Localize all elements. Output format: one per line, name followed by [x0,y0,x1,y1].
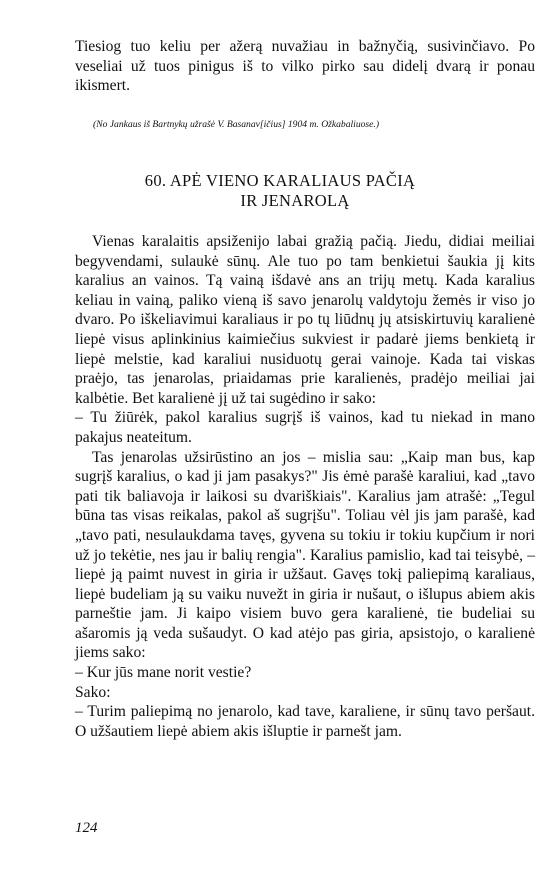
tale-heading-line1: 60. APĖ VIENO KARALIAUS PAČIĄ [144,171,416,190]
tale-heading-line2: IR JENAROLĄ [240,191,350,210]
source-note: (No Jankaus iš Bartnykų užrašė V. Basanav[ičius] 1904 m. Ožkabaliuose.) [93,119,380,130]
tale-paragraph: Vienas karalaitis apsiženijo labai gražią pačią. Jiedu, didiai meiliai begyvendami, sulaukė sūnų. Ale tuo po tam benkietui šaukia jį kits karalius an vainos. Tą vainą išdavė ans an trijų metų. Kada karalius keliau in vainą, paliko vieną iš savo jenarolų valdytoju žemės ir viso jo dvaro. Po iškeliavimui karaliaus ir po tų liūdnų jų atsiskirtuvių karalienė liepė visus aplinkinius kaimiečius sukviest ir padarė jiems benkietą ir liepė melstie, kad karaliui nusiduotų gerai vainoje. Kada tai viskas praėjo, tas jenarolas, priaidamas prie karalienės, pradėjo meiliai jai kalbėtie. Bet karalienė jį už tai sugėdino ir sako: [75,233,535,407]
tale-heading [0,171,560,211]
top-paragraph-block [75,37,535,96]
tale-dialogue: – Tu žiūrėk, pakol karalius sugrįš iš vainos, kad tu niekad in mano pakajus neateitum. [75,409,535,446]
tale-paragraph: Tas jenarolas užsirūstino an jos – mislia sau: „Kaip man bus, kap sugrįš karalius, o kad ji jam pasakys?" Jis ėmė parašė karaliui, kad „tavo pati tik baliavoja ir laikosi su dvariškiais". Karalius jam atrašė: „Tegul būna tas visas reikalas, pakol aš sugrįšu". Toliau vėl jis jam parašė, kad „tavo pati, nesulaukdama tavęs, gyvena su tokiu ir tokiu kupčium ir nori už jo tekėtie, nes jau ir balių rengia". Karalius pamislio, kad tai teisybė, – liepė ją paimt nuvest in giria ir užšaut. Gavęs tokį paliepimą karaliaus, liepė budeliam ją su vaiku nuvežt in giria ir nušaut, o išlupus abiem akis parneštie jam. Ji kaipo visiem buvo gera karalienė, tie budeliai su ašaromis ją veda sušaudyt. O kad atėjo pas giria, apsistojo, o karalienė jiems sako: [75,448,535,662]
tale-dialogue: – Turim paliepimą no jenarolo, kad tave, karaliene, ir sūnų tavo peršaut. O užšautiem liepė abiem akis išluptie ir parnešt jam. [75,703,535,740]
page-number: 124 [75,820,98,836]
top-paragraph: Tiesiog tuo keliu per ažerą nuvažiau in bažnyčią, susivinčiavo. Po veseliai už tuos pinigus iš to vilko pirko sau didelį dvarą ir ponau ikismert. [75,38,535,95]
tale-dialogue: Sako: [75,683,111,701]
tale-body [75,232,535,741]
tale-dialogue: – Kur jūs mane norit vestie? [75,664,252,682]
